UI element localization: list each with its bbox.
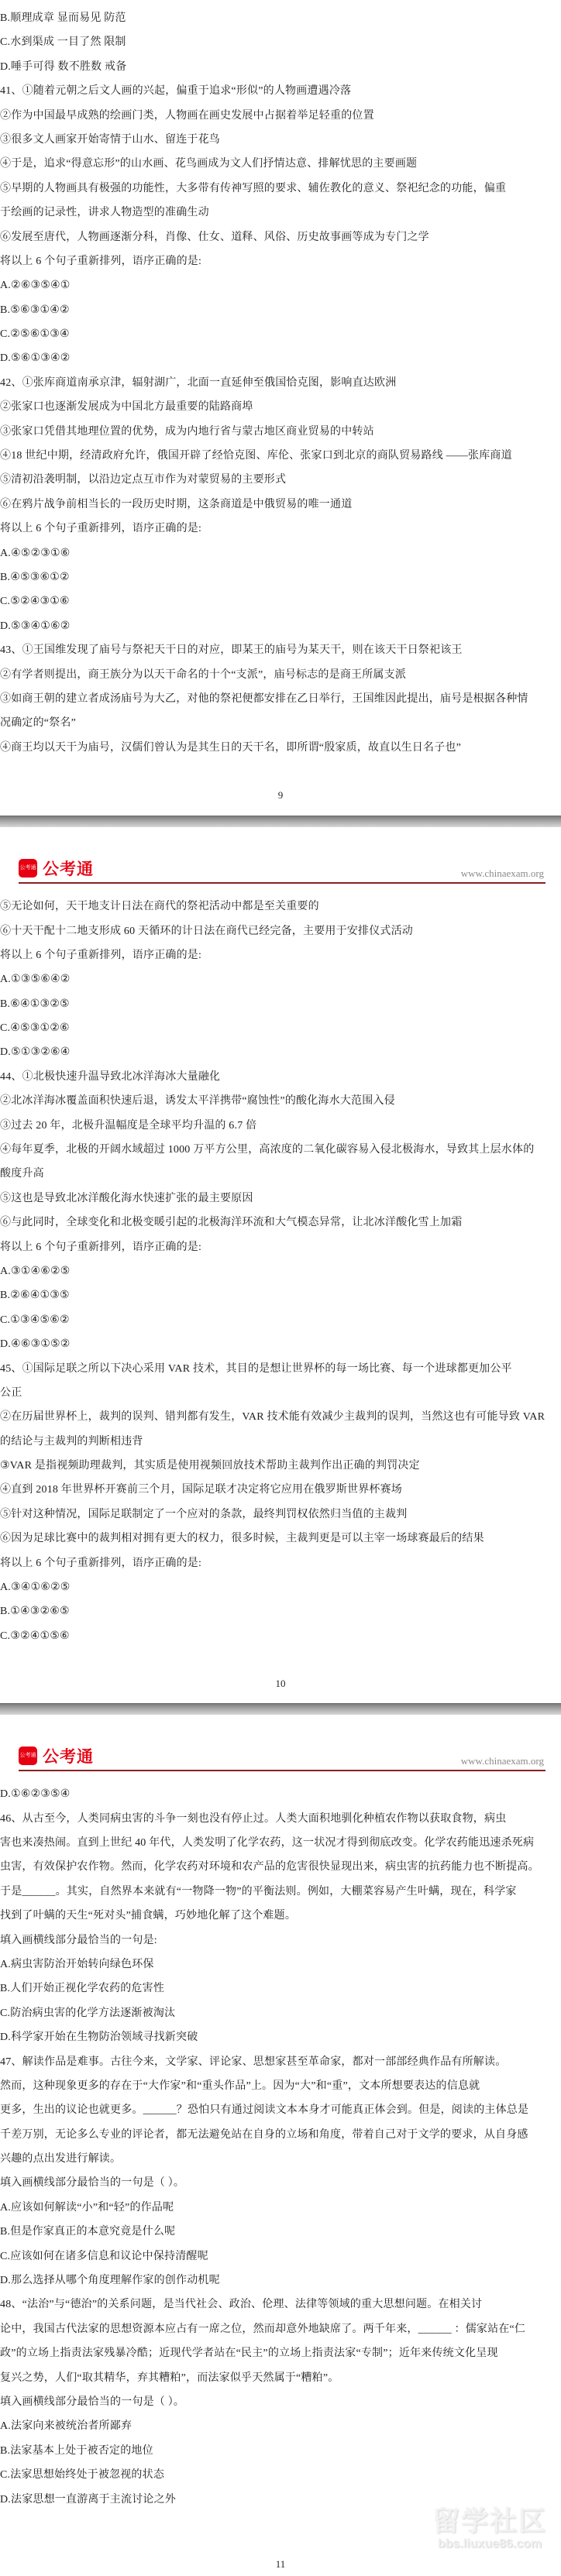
text-line: B.法家基本上处于被否定的地位 <box>0 2444 153 2457</box>
text-line: ⑥发展至唐代，人物画逐渐分科，肖像、仕女、道释、风俗、历史故事画等成为专门之学 <box>0 231 429 243</box>
text-line: D.①⑥②③⑤④ <box>0 1788 71 1801</box>
text-line: 于绘画的记录性，讲求人物造型的准确生动 <box>0 207 209 219</box>
page-10-text <box>0 895 561 1648</box>
text-line: 更多，生出的议论也就更多。______？恐怕只有通过阅读文本本身才可能真正体会到。但是，阅读的主体总是 <box>0 2104 529 2117</box>
text-line: A.③①④⑥②⑤ <box>0 1265 71 1277</box>
text-line: 害也来凑热闹。直到上世纪 40 年代，人类发明了化学农药，这一状况才得到彻底改变。化学农药能迅速杀死病 <box>0 1837 535 1849</box>
text-line: 找到了叶螨的天生“死对头”捕食螨，巧妙地化解了这个难题。 <box>0 1910 297 1922</box>
text-line: B.④⑤③⑥①② <box>0 571 70 583</box>
text-line: ⑥因为足球比赛中的裁判相对拥有更大的权力，很多时候，主裁判更是可以主宰一场球赛最后的结果 <box>0 1533 484 1545</box>
text-line: 复兴之势，人们“取其精华，弃其糟粕”，而法家似乎天然属于“糟粕”。 <box>0 2372 339 2384</box>
brand-name: 公考通 <box>43 1748 94 1767</box>
text-line: 填入画横线部分最恰当的一句是（ ）。 <box>0 2396 185 2408</box>
text-line: A.法家向来被统治者所鄙弃 <box>0 2420 133 2433</box>
text-line: 48、“法治”与“德治”的关系问题，是当代社会、政治、伦理、法律等领域的重大思想问题。在相关讨 <box>0 2299 483 2311</box>
text-line: 于是______。其实，自然界本来就有“一物降一物”的平衡法则。例如，大棚菜容易产生叶螨，现在，科学家 <box>0 1885 517 1898</box>
text-line: 46、从古至今，人类同病虫害的斗争一刻也没有停止过。人类大面积地驯化种植农作物以获取食物，病虫 <box>0 1812 507 1825</box>
text-line: 45、①国际足联之所以下决心采用 VAR 技术，其目的是想让世界杯的每一场比赛、每一个进球都更加公平 <box>0 1362 512 1375</box>
text-line: ③VAR 是指视频助理裁判，其实质是使用视频回放技术帮助主裁判作出正确的判罚决定 <box>0 1460 420 1472</box>
text-line: C.②⑤⑥①③④ <box>0 328 70 341</box>
text-line: C.水到渠成 一目了然 限制 <box>0 36 126 49</box>
text-line: D.法家思想一直游离于主流讨论之外 <box>0 2493 177 2506</box>
page-separator <box>0 1703 561 1715</box>
text-line: 将以上 6 个句子重新排列，语序正确的是: <box>0 949 202 961</box>
text-line: ②北冰洋海冰覆盖面积快速后退，诱发太平洋携带“腐蚀性”的酸化海水大范围入侵 <box>0 1095 395 1108</box>
text-line: 然而，这种现象更多的存在于“大作家”和“重头作品”上。因为“大”和“重”，文本所想要表达的信息就 <box>0 2080 480 2092</box>
page-9-text <box>0 0 561 760</box>
text-line: 填入画横线部分最恰当的一句是（ ）。 <box>0 2177 185 2190</box>
text-line: ④于是，追求“得意忘形”的山水画、花鸟画成为文人们抒情达意、排解忧思的主要画题 <box>0 158 418 170</box>
text-line: ④商王均以天干为庙号，汉儒们曾认为是其生日的天干名，即所谓“殷家质，故直以生日名子也” <box>0 741 462 754</box>
text-line: ④直到 2018 年世界杯开赛前三个月，国际足联才决定将它应用在俄罗斯世界杯赛场 <box>0 1484 402 1496</box>
text-line: 将以上 6 个句子重新排列，语序正确的是: <box>0 255 202 267</box>
text-line: 公正 <box>0 1386 22 1399</box>
gongkaotong-logo-icon: 公考通 <box>19 1747 37 1765</box>
text-line: A.病虫害防治开始转向绿色环保 <box>0 1958 154 1970</box>
text-line: C.⑤②④③①⑥ <box>0 596 70 608</box>
site-url: www.chinaexam.org <box>460 867 544 880</box>
site-header <box>19 857 546 884</box>
page-11-text <box>0 1782 561 2512</box>
text-line: B.人们开始正视化学农药的危害性 <box>0 1983 165 1995</box>
text-line: B.顺理成章 显而易见 防范 <box>0 12 126 24</box>
text-line: D.④⑥③①⑤② <box>0 1338 71 1351</box>
watermark-title: 留学社区 <box>432 2506 547 2537</box>
text-line: A.①③⑤⑥④② <box>0 974 71 986</box>
text-line: ②张家口也逐渐发展成为中国北方最重要的陆路商埠 <box>0 401 253 414</box>
text-line: C.①③④⑤⑥② <box>0 1314 70 1326</box>
page-number: 10 <box>275 1678 286 1690</box>
text-line: 41、①随着元朝之后文人画的兴起，偏重于追求“形似”的人物画遭遇冷落 <box>0 85 352 98</box>
text-line: ⑥在鸦片战争前相当长的一段历史时期，这条商道是中俄贸易的唯一通道 <box>0 498 353 510</box>
text-line: 千差万别，无论多么专业的评论者，都无法避免站在自身的立场和角度，带着自己对于文学的要求，从自身感 <box>0 2128 528 2141</box>
text-line: ②在历届世界杯上，裁判的误判、错判都有发生，VAR 技术能有效减少主裁判的误判，当然这也有可能导致 VAR <box>0 1411 546 1424</box>
text-line: ③如商王朝的建立者成汤庙号为大乙，对他的祭祀便都安排在乙日举行，王国维因此提出，庙号是根据各种情 <box>0 692 528 705</box>
site-header <box>19 1744 546 1771</box>
text-line: ③张家口凭借其地理位置的优势，成为内地行省与蒙古地区商业贸易的中转站 <box>0 425 374 438</box>
text-line: 论中，我国古代法家的思想资源本应占有一席之位，然而却意外地缺席了。两千年来，______ ：儒家站在“仁 <box>0 2323 526 2335</box>
gongkaotong-logo-icon: 公考通 <box>19 859 37 878</box>
text-line: C.④⑤③①②⑥ <box>0 1022 70 1035</box>
text-line: 将以上 6 个句子重新排列，语序正确的是: <box>0 1241 202 1253</box>
text-line: B.⑤⑥③①④② <box>0 304 70 316</box>
text-line: ⑤这也是导致北冰洋酸化海水快速扩张的最主要原因 <box>0 1192 253 1204</box>
text-line: 将以上 6 个句子重新排列，语序正确的是: <box>0 1557 202 1569</box>
brand-name: 公考通 <box>43 860 94 879</box>
watermark-url: bbs.liuxue86.com <box>437 2537 542 2550</box>
text-line: B.①④③②⑥⑤ <box>0 1606 70 1618</box>
page-number: 11 <box>275 2557 286 2570</box>
text-line: A.④⑤②③①⑥ <box>0 547 71 559</box>
text-line: 酸度升高 <box>0 1168 44 1180</box>
text-line: 况确定的“祭名” <box>0 717 77 730</box>
text-line: D.⑤③④①⑥② <box>0 620 71 632</box>
text-line: 虫害，有效保护农作物。然而，化学农药对环境和农产品的危害很快显现出来，病虫害的抗药能力也不断提高。 <box>0 1861 539 1874</box>
text-line: ⑤无论如何，天干地支计日法在商代的祭祀活动中都是至关重要的 <box>0 901 319 913</box>
text-line: A.②⑥③⑤④① <box>0 280 71 292</box>
text-line: D.⑤⑥①③④② <box>0 352 71 365</box>
page-separator <box>0 816 561 827</box>
text-line: 填入画横线部分最恰当的一句是: <box>0 1934 157 1946</box>
text-line: ③过去 20 年，北极升温幅度是全球平均升温的 6.7 倍 <box>0 1119 257 1132</box>
text-line: D.科学家开始在生物防治领域寻找新突破 <box>0 2032 198 2044</box>
text-line: C.法家思想始终处于被忽视的状态 <box>0 2469 165 2482</box>
text-line: C.防治病虫害的化学方法逐渐被淘汰 <box>0 2007 176 2019</box>
text-line: 将以上 6 个句子重新排列，语序正确的是: <box>0 523 202 535</box>
text-line: D.唾手可得 数不胜数 戒备 <box>0 60 127 73</box>
text-line: 42、①张库商道南承京津，辐射湖广，北面一直延伸至俄国恰克图，影响直达欧洲 <box>0 376 397 389</box>
text-line: ④每年夏季，北极的开阔水域超过 1000 万平方公里，高浓度的二氧化碳容易入侵北极海水，导致其上层水体的 <box>0 1144 535 1156</box>
text-line: 兴趣的点出发进行解读。 <box>0 2153 122 2166</box>
text-line: B.但是作家真正的本意究竟是什么呢 <box>0 2226 176 2238</box>
text-line: ⑤针对这种情况，国际足联制定了一个应对的条款，最终判罚权依然归当值的主裁判 <box>0 1508 408 1520</box>
page-9 <box>0 0 561 807</box>
page-10 <box>0 857 561 1695</box>
text-line: ⑥与此同时，全球变化和北极变暖引起的北极海洋环流和大气模态异常，让北冰洋酸化雪上加霜 <box>0 1217 463 1229</box>
text-line: ⑤清初沿袭明制，以沿边定点互市作为对蒙贸易的主要形式 <box>0 474 287 486</box>
page-11 <box>0 1744 561 2576</box>
text-line: 47、解读作品是难事。古往今来，文学家、评论家、思想家甚至革命家，都对一部部经典作品有所解读。 <box>0 2056 507 2068</box>
text-line: C.应该如何在诸多信息和议论中保持清醒呢 <box>0 2250 208 2262</box>
text-line: ⑤早期的人物画具有极强的功能性，大多带有传神写照的要求、辅佐教化的意义、祭祀纪念的功能，偏重 <box>0 182 507 194</box>
site-url: www.chinaexam.org <box>460 1755 544 1767</box>
text-line: A.应该如何解读“小”和“轻”的作品呢 <box>0 2201 174 2214</box>
text-line: C.③②④①⑤⑥ <box>0 1630 70 1642</box>
brand <box>19 857 94 880</box>
page-number: 9 <box>277 789 284 802</box>
text-line: 43、①王国维发现了庙号与祭祀天干日的对应，即某王的庙号为某天干，则在该天干日祭祀该王 <box>0 644 463 657</box>
text-line: D.⑤①③②⑥④ <box>0 1046 71 1059</box>
text-line: ②有学者则提出，商王族分为以天干命名的十个“支派”，庙号标志的是商王所属支派 <box>0 668 407 681</box>
text-line: ②作为中国最早成熟的绘画门类，人物画在画史发展中占据着举足轻重的位置 <box>0 109 374 122</box>
text-line: ④18 世纪中期，经清政府允许，俄国开辟了经恰克图、库伦、张家口到北京的商队贸易路线 ——张库商道 <box>0 450 512 462</box>
text-line: ⑥十天干配十二地支形成 60 天循环的计日法在商代已经完备，主要用于安排仪式活动 <box>0 925 413 937</box>
text-line: 政”的立场上指责法家残暴冷酷；近现代学者站在“民主”的立场上指责法家“专制”；近年来传统文化呈现 <box>0 2348 498 2360</box>
text-line: A.③④①⑥②⑤ <box>0 1582 71 1594</box>
text-line: 44、①北极快速升温导致北冰洋海冰大量融化 <box>0 1070 221 1083</box>
text-line: 的结论与主裁判的判断相违背 <box>0 1435 143 1448</box>
text-line: ③很多文人画家开始寄情于山水、留连于花鸟 <box>0 133 220 146</box>
text-line: D.那么选择从哪个角度理解作家的创作动机呢 <box>0 2275 220 2287</box>
brand <box>19 1744 94 1767</box>
text-line: B.②⑥④①③⑤ <box>0 1290 70 1302</box>
text-line: B.⑥④①③②⑤ <box>0 998 70 1010</box>
